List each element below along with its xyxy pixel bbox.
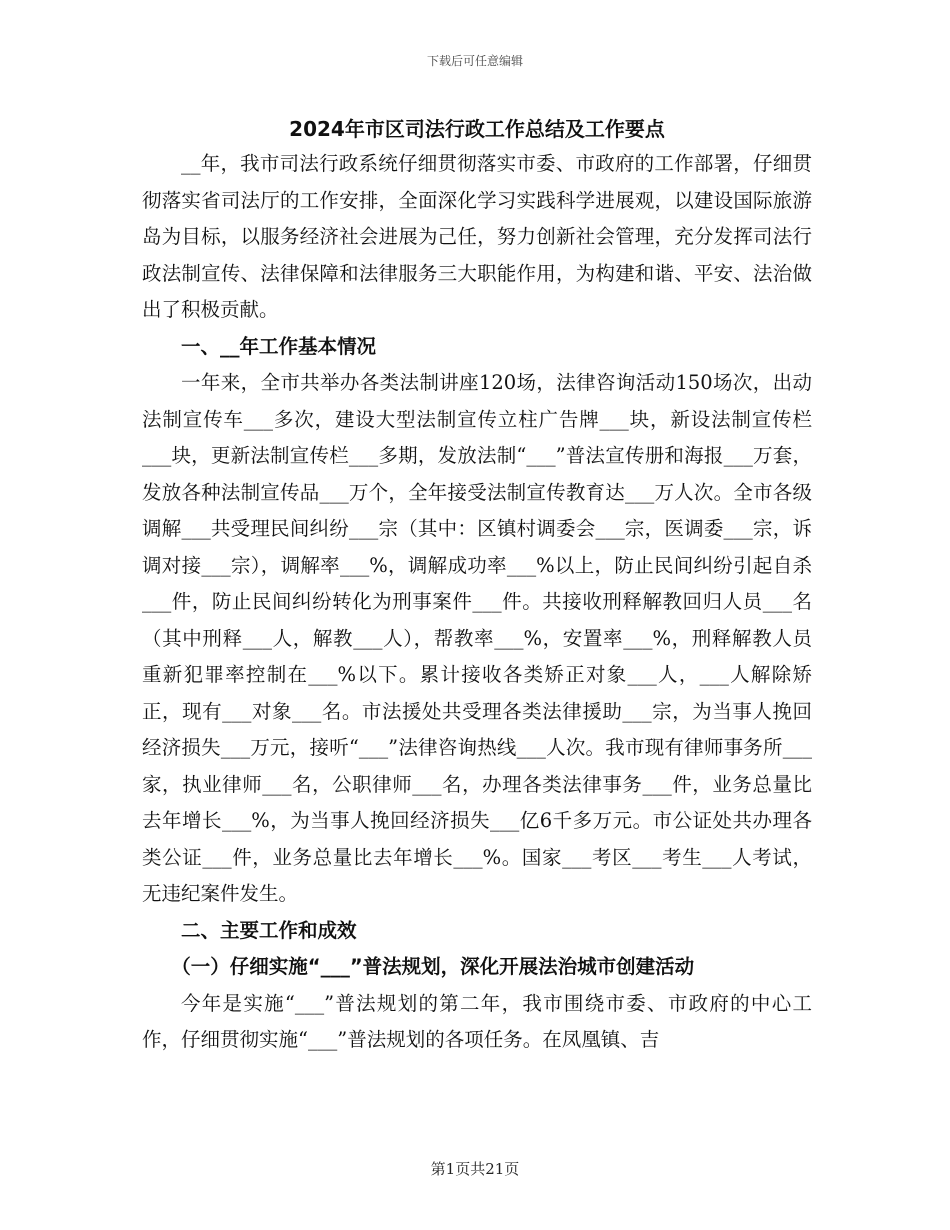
section-1-heading: 一、__年工作基本情况 xyxy=(181,334,377,358)
intro-paragraph: __年，我市司法行政系统仔细贯彻落实市委、市政府的工作部署，仔细贯彻落实省司法厅的工作安排，全面深化学习实践科学进展观，以建设国际旅游岛为目标，以服务经济社会进展为己任，努力创新社会管理，充分发挥司法行政法制宣传、法律保障和法律服务三大职能作用，为构建和谐、平安、法治做出了积极贡献。 xyxy=(142,152,812,321)
section-2-heading: 二、主要工作和成效 xyxy=(181,918,357,942)
subsection-1-heading: （一）仔细实施“___”普法规划，深化开展法治城市创建活动 xyxy=(171,955,695,978)
document-body xyxy=(142,112,812,1059)
document-title: 2024年市区司法行政工作总结及工作要点 xyxy=(289,117,665,141)
page-header-note: 下载后可任意编辑 xyxy=(426,54,523,68)
page-footer-number: 第1页共21页 xyxy=(430,1160,520,1178)
section-1-paragraph: 一年来，全市共举办各类法制讲座120场，法律咨询活动150场次，出动法制宣传车___多次，建设大型法制宣传立柱广告牌___块，新设法制宣传栏___块，更新法制宣传栏___多期，发放法制“___”普法宣传册和海报___万套，发放各种法制宣传品___万个，全年接受法制宣传教育达___万人次。全市各级调解___共受理民间纠纷___宗（其中：区镇村调委会___宗，医调委___宗，诉调对接___宗），调解率___%，调解成功率___%以上，防止民间纠纷引起自杀___件，防止民间纠纷转化为刑事案件___件。共接收刑释解教回归人员___名（其中刑释___人，解教___人），帮教率___%，安置率___%，刑释解教人员重新犯罪率控制在___%以下。累计接收各类矫正对象___人，___人解除矫正，现有___对象___名。市法援处共受理各类法律援助___宗，为当事人挽回经济损失___万元，接听“___”法律咨询热线___人次。我市现有律师事务所___家，执业律师___名，公职律师___名，办理各类法律事务___件，业务总量比去年增长___%，为当事人挽回经济损失___亿6千多万元。市公证处共办理各类公证___件，业务总量比去年增长___%。国家___考区___考生___人考试，无违纪案件发生。 xyxy=(142,371,812,905)
subsection-1-paragraph: 今年是实施“___”普法规划的第二年，我市围绕市委、市政府的中心工作，仔细贯彻实施“___”普法规划的各项任务。在凤凰镇、吉 xyxy=(142,991,812,1051)
